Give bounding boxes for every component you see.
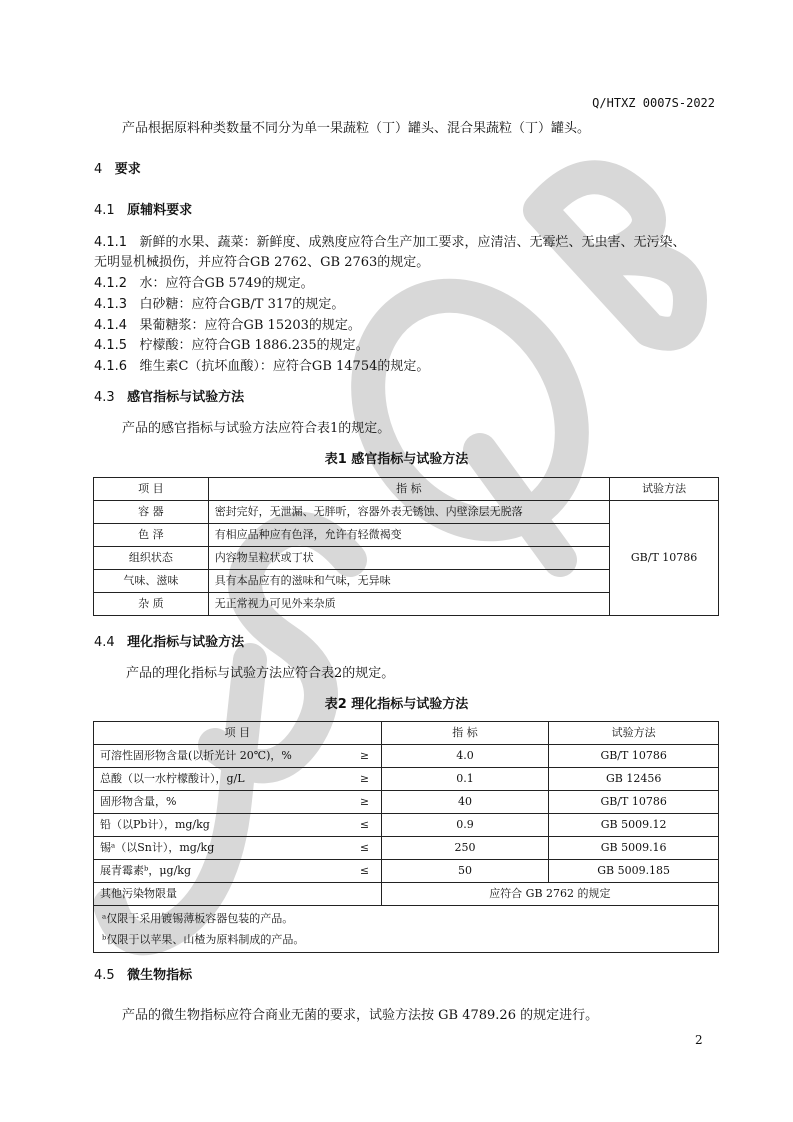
table1-caption: 表1 感官指标与试验方法	[324, 452, 469, 467]
table-header-cell: 试验方法	[610, 478, 719, 501]
clause-text: 维生素C（抗坏血酸）：应符合GB 14754的规定。	[139, 359, 430, 374]
clause-text: 水：应符合GB 5749的规定。	[139, 276, 314, 291]
table-cell-operator: ≥	[348, 768, 381, 791]
table-cell-item: 杂 质	[94, 593, 209, 616]
table-cell-value: 50	[381, 860, 549, 883]
table-row	[94, 814, 719, 837]
table-cell-method: GB 5009.185	[549, 860, 719, 883]
section-title: 原辅料要求	[127, 203, 193, 218]
document-code: Q/HTXZ 0007S-2022	[592, 96, 715, 110]
section-4-5-paragraph: 产品的微生物指标应符合商业无菌的要求，试验方法按 GB 4789.26 的规定进行。	[122, 1008, 599, 1023]
clause-number: 4.1.1	[94, 235, 128, 250]
clause-4-1-4	[94, 314, 361, 333]
table-header-cell: 项 目	[94, 722, 382, 745]
clause-number: 4.1.6	[94, 359, 128, 374]
table-cell-item: 铅（以Pb计），mg/kg	[94, 814, 349, 837]
table-notes-row	[94, 906, 719, 953]
table-cell-operator: ≥	[348, 791, 381, 814]
table-notes	[94, 906, 719, 953]
watermark-letter-b	[540, 177, 690, 333]
table-cell-spec: 密封完好，无泄漏、无胖听，容器外表无锈蚀、内壁涂层无脱落	[208, 501, 609, 524]
table-row	[94, 883, 719, 906]
table-cell-spec: 有相应品种应有色泽，允许有轻微褐变	[208, 524, 609, 547]
table-cell-operator: ≤	[348, 860, 381, 883]
table-row	[94, 791, 719, 814]
table-cell-item: 气味、滋味	[94, 570, 209, 593]
clause-text: 白砂糖：应符合GB/T 317的规定。	[139, 297, 345, 312]
section-number: 4.4	[94, 635, 115, 650]
table-cell-method: GB/T 10786	[549, 745, 719, 768]
section-number: 4.1	[94, 203, 115, 218]
table-header-cell: 指 标	[381, 722, 549, 745]
table-cell-method: GB 12456	[549, 768, 719, 791]
table-row	[94, 837, 719, 860]
table-header-cell: 指 标	[208, 478, 609, 501]
clause-4-1-3	[94, 293, 344, 312]
table-cell-value: 0.1	[381, 768, 549, 791]
table-cell-item: 展青霉素ᵇ，μg/kg	[94, 860, 349, 883]
section-4-3-paragraph: 产品的感官指标与试验方法应符合表1的规定。	[122, 421, 391, 436]
clause-number: 4.1.3	[94, 297, 128, 312]
table-note-a: ᵃ仅限于采用镀锡薄板容器包装的产品。	[102, 912, 294, 925]
section-4-heading	[94, 158, 141, 177]
table-row	[94, 768, 719, 791]
clause-text: 柠檬酸：应符合GB 1886.235的规定。	[139, 338, 369, 353]
table-cell-value: 0.9	[381, 814, 549, 837]
section-4-4-heading	[94, 631, 244, 650]
table-cell-item: 固形物含量，%	[94, 791, 349, 814]
clause-4-1-1-line1	[94, 231, 686, 250]
table-cell-method: GB 5009.16	[549, 837, 719, 860]
table-cell-spec: 具有本品应有的滋味和气味，无异味	[208, 570, 609, 593]
section-title: 感官指标与试验方法	[127, 390, 245, 405]
table-cell-method: GB/T 10786	[610, 501, 719, 616]
table-header-row	[94, 478, 719, 501]
table-cell-method: GB/T 10786	[549, 791, 719, 814]
section-number: 4.3	[94, 390, 115, 405]
table-cell-item: 可溶性固形物含量(以折光计 20℃)，%	[94, 745, 349, 768]
table-header-cell: 项 目	[94, 478, 209, 501]
table-cell-spec: 无正常视力可见外来杂质	[208, 593, 609, 616]
table-cell-item: 锡ᵃ（以Sn计），mg/kg	[94, 837, 349, 860]
table-cell-item: 色 泽	[94, 524, 209, 547]
table-cell-item: 其他污染物限量	[94, 883, 382, 906]
section-4-1-heading	[94, 199, 192, 218]
clause-4-1-5	[94, 334, 369, 353]
section-number: 4.5	[94, 968, 115, 983]
table-header-cell: 试验方法	[549, 722, 719, 745]
clause-4-1-1-line2: 无明显机械损伤，并应符合GB 2762、GB 2763的规定。	[94, 255, 430, 270]
table-cell-operator: ≤	[348, 814, 381, 837]
clause-number: 4.1.4	[94, 318, 128, 333]
table2-physicochemical	[93, 721, 719, 953]
table-cell-item: 总酸（以一水柠檬酸计），g/L	[94, 768, 349, 791]
clause-4-1-6	[94, 355, 429, 374]
section-number: 4	[94, 162, 103, 177]
table-cell-value: 4.0	[381, 745, 549, 768]
table1-sensory	[93, 477, 719, 616]
page-number: 2	[695, 1033, 703, 1047]
table-cell-value: 250	[381, 837, 549, 860]
section-title: 理化指标与试验方法	[127, 635, 245, 650]
table-note-b: ᵇ仅限于以苹果、山楂为原料制成的产品。	[102, 933, 305, 946]
section-title: 要求	[114, 162, 141, 177]
clause-4-1-2	[94, 272, 314, 291]
table-cell-operator: ≤	[348, 837, 381, 860]
clause-number: 4.1.5	[94, 338, 128, 353]
table-cell-value: 40	[381, 791, 549, 814]
clause-text: 果葡糖浆：应符合GB 15203的规定。	[139, 318, 361, 333]
section-4-4-paragraph: 产品的理化指标与试验方法应符合表2的规定。	[126, 666, 395, 681]
section-4-3-heading	[94, 386, 244, 405]
table-row	[94, 860, 719, 883]
table-cell-item: 组织状态	[94, 547, 209, 570]
section-title: 微生物指标	[127, 968, 193, 983]
intro-paragraph: 产品根据原料种类数量不同分为单一果蔬粒（丁）罐头、混合果蔬粒（丁）罐头。	[122, 121, 591, 136]
table-cell-operator: ≥	[348, 745, 381, 768]
table-row	[94, 501, 719, 524]
clause-number: 4.1.2	[94, 276, 128, 291]
clause-text: 新鲜的水果、蔬菜：新鲜度、成熟度应符合生产加工要求，应清洁、无霉烂、无虫害、无污染、	[139, 235, 686, 250]
table-cell-value: 应符合 GB 2762 的规定	[381, 883, 718, 906]
table2-caption: 表2 理化指标与试验方法	[324, 697, 469, 712]
table-cell-spec: 内容物呈粒状或丁状	[208, 547, 609, 570]
table-header-row	[94, 722, 719, 745]
table-cell-item: 容 器	[94, 501, 209, 524]
table-row	[94, 745, 719, 768]
section-4-5-heading	[94, 964, 192, 983]
table-cell-method: GB 5009.12	[549, 814, 719, 837]
